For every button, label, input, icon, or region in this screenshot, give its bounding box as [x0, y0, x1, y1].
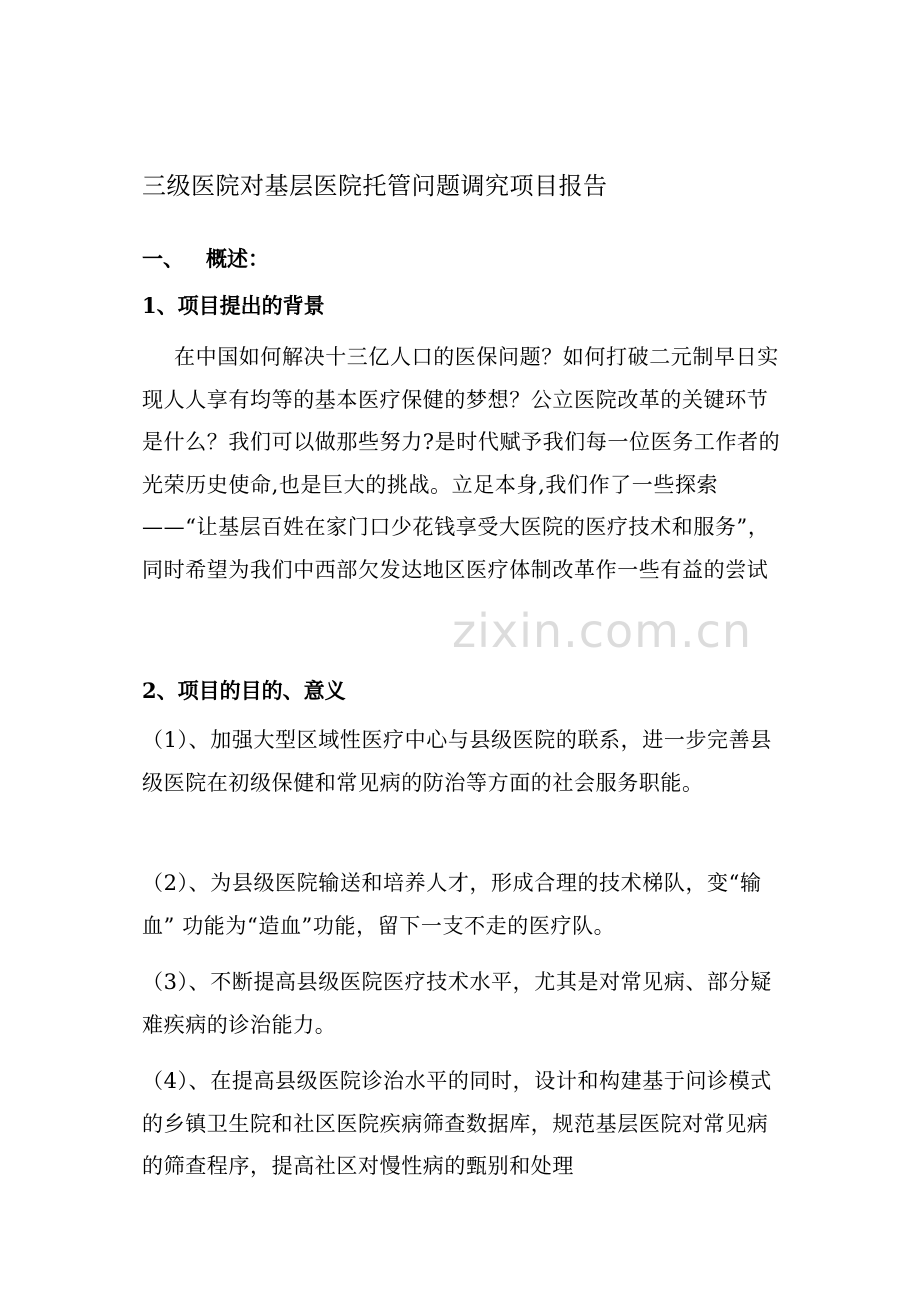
- section-number: 一、: [142, 246, 184, 271]
- purpose-item-3: （3）、不断提高县级医院医疗技术水平，尤其是对常见病、部分疑难疾病的诊治能力。: [142, 970, 772, 1037]
- purpose-item-1: （1）、加强大型区域性医疗中心与县级医院的联系，进一步完善县级医院在初级保健和常见病的防治等方面的社会服务职能。: [142, 728, 772, 795]
- watermark: zixin.com.cn: [452, 604, 753, 658]
- document-title: 三级医院对基层医院托管问题调究项目报告: [142, 172, 608, 200]
- subsection-heading-background: 1、项目提出的背景: [142, 293, 325, 318]
- background-paragraph: 在中国如何解决十三亿人口的医保问题？如何打破二元制早日实现人人享有均等的基本医疗保健的梦想？公立医院改革的关键环节是什么？我们可以做那些努力?是时代赋予我们每一位医务工作者的光荣历史使命,也是巨大的挑战。立足本身,我们作了一些探索——“让基层百姓在家门口少花钱享受大医院的医疗技术和服务”，同时希望为我们中西部欠发达地区医疗体制改革作一些有益的尝试: [142, 345, 781, 582]
- section-label: 概述：: [206, 246, 269, 271]
- subsection-heading-purpose: 2、项目的目的、意义: [142, 678, 346, 703]
- purpose-item-2: （2）、为县级医院输送和培养人才，形成合理的技术梯队，变“输血” 功能为“造血”功能，留下一支不走的医疗队。: [142, 871, 762, 938]
- purpose-item-4: （4）、在提高县级医院诊治水平的同时，设计和构建基于问诊模式的乡镇卫生院和社区医院疾病筛查数据库，规范基层医院对常见病的筛查程序，提高社区对慢性病的甄别和处理: [142, 1069, 772, 1178]
- section-heading-overview: [142, 243, 269, 275]
